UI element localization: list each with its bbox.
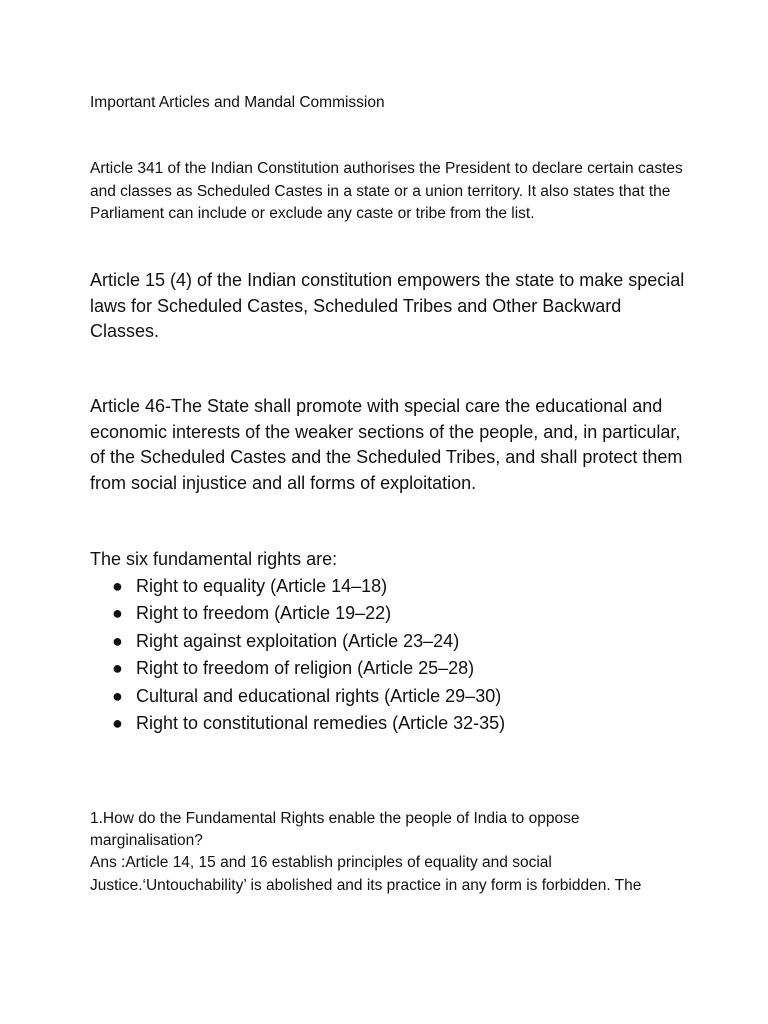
list-item	[112, 628, 505, 655]
paragraph-article-341: Article 341 of the Indian Constitution authorises the President to declare certain castes and classes as Scheduled Castes in a state or a union territory. It also states that the Parliament can include or exclude any caste or tribe from the list.	[90, 160, 683, 222]
bullet-icon: ●	[112, 713, 123, 734]
paragraph-article-46: Article 46-The State shall promote with special care the educational and economic interests of the weaker sections of the people, and, in particular, of the Scheduled Castes and the Scheduled Tribes, and shall protect them from social injustice and all forms of exploitation.	[90, 396, 683, 493]
list-item-text: Right to equality (Article 14–18)	[136, 576, 388, 596]
bullet-icon: ●	[112, 630, 123, 651]
list-item	[112, 710, 506, 737]
list-item	[112, 600, 505, 627]
fundamental-rights-list	[112, 573, 506, 737]
bullet-icon: ●	[112, 658, 123, 679]
list-item	[112, 655, 505, 682]
answer-1: Ans :Article 14, 15 and 16 establish principles of equality and social Justice.‘Untouchability’ is abolished and its practice in any form is forbidden. The	[90, 854, 642, 894]
bullet-icon: ●	[112, 603, 123, 624]
document-title: Important Articles and Mandal Commission	[90, 94, 385, 111]
paragraph-article-15-4: Article 15 (4) of the Indian constitution empowers the state to make special laws for Scheduled Castes, Scheduled Tribes and Other Backward Classes.	[90, 270, 685, 341]
fundamental-rights-heading: The six fundamental rights are:	[90, 549, 338, 569]
list-item-text: Cultural and educational rights (Article 29–30)	[136, 685, 502, 706]
list-item-text: Right to constitutional remedies (Article 32-35)	[136, 713, 506, 734]
list-item-text: Right to freedom (Article 19–22)	[136, 603, 392, 624]
bullet-icon: ●	[112, 576, 123, 596]
question-1: 1.How do the Fundamental Rights enable the people of India to oppose marginalisation?	[90, 810, 580, 849]
list-item-text: Right to freedom of religion (Article 25–28)	[136, 658, 475, 679]
list-item	[112, 683, 505, 710]
bullet-icon: ●	[112, 685, 123, 706]
list-item-text: Right against exploitation (Article 23–24)	[136, 630, 460, 651]
list-item	[112, 573, 505, 600]
